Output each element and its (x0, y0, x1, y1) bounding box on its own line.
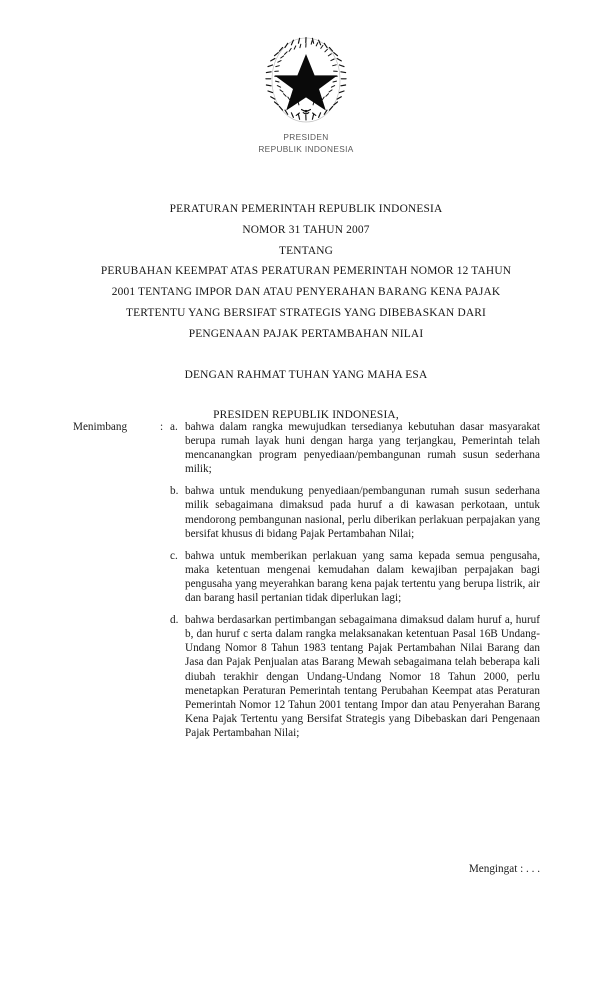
emblem-caption (0, 132, 612, 155)
title-line-subject-2: 2001 TENTANG IMPOR DAN ATAU PENYERAHAN BARANG KENA PAJAK (111, 286, 501, 299)
considerations-row (0, 420, 612, 740)
considerations-section (0, 420, 612, 740)
consideration-text-a: bahwa dalam rangka mewujudkan tersedianya kebutuhan dasar masyarakat berupa rumah layak huni dengan harga yang terjangkau, Pemerintah telah mencanangkan program penyediaan/pembangunan rumah susun sederhana milik; (185, 421, 540, 476)
star-shape (275, 54, 338, 111)
document-emblem-block (0, 34, 612, 155)
consideration-text-b: bahwa untuk mendukung penyediaan/pembangunan rumah susun sederhana milik sebagaimana dimaksud pada huruf a di kawasan perkotaan, untuk mendorong pembangunan nasional, perlu diberikan perlakuan perpajakan yang bersifat khusus di bidang Pajak Pertambahan Nilai; (185, 485, 540, 540)
title-line-subject-4: PENGENAAN PAJAK PERTAMBAHAN NILAI (188, 327, 424, 340)
title-spacer-2 (56, 385, 556, 405)
consideration-item-c (170, 549, 540, 605)
considerations-colon: : (160, 421, 164, 433)
emblem-caption-line-1: PRESIDEN (283, 132, 329, 142)
consideration-item-a (170, 420, 540, 476)
title-line-tentang: TENTANG (278, 244, 334, 257)
title-spacer-1 (56, 345, 556, 365)
consideration-text-d: bahwa berdasarkan pertimbangan sebagaimana dimaksud dalam huruf a, huruf b, dan huruf c serta dalam rangka melaksanakan ketentuan Pasal 16B Undang-Undang Nomor 8 Tahun 1983 tentang Pajak Pertambahan Nilai Barang dan Jasa dan Pajak Penjualan atas Barang Mewah sebagaimana telah beberapa kali diubah terakhir dengan Undang-Undang Nomor 18 Tahun 2000, perlu menetapkan Peraturan Pemerintah tentang Perubahan Keempat atas Peraturan Pemerintah Nomor 12 Tahun 2001 tentang Impor dan atau Penyerahan Barang Kena Pajak Tertentu yang Bersifat Strategis yang Dibebaskan dari Pengenaan Pajak Pertambahan Nilai; (185, 614, 540, 739)
consideration-marker-a: a. (170, 421, 178, 433)
title-line-issuer: PRESIDEN REPUBLIK INDONESIA, (213, 409, 399, 422)
title-line-regulation-type: PERATURAN PEMERINTAH REPUBLIK INDONESIA (169, 203, 443, 215)
title-line-subject-3: TERTENTU YANG BERSIFAT STRATEGIS YANG DIBEBASKAN DARI (125, 306, 487, 319)
consideration-marker-b: b. (170, 485, 179, 498)
title-line-subject-1: PERUBAHAN KEEMPAT ATAS PERATURAN PEMERINTAH NOMOR 12 TAHUN (100, 265, 512, 278)
considerations-list (0, 420, 612, 740)
consideration-marker-d: d. (170, 614, 179, 627)
considerations-label: Menimbang (73, 421, 128, 433)
indonesian-presidential-star-wreath-icon (263, 34, 349, 126)
consideration-marker-c: c. (170, 549, 178, 562)
consideration-item-b (170, 484, 540, 540)
document-title-block (56, 199, 556, 426)
consideration-text-c: bahwa untuk memberikan perlakuan yang sama kepada semua pengusaha, maka ketentuan mengenai kemudahan dalam kewajiban perpajakan bagi pengusaha yang meyerahkan barang kena pajak tertentu yang berupa listrik, air dan barang hasil pertanian tidak diperlukan lagi; (185, 549, 540, 605)
consideration-item-d (170, 613, 540, 740)
title-line-invocation: DENGAN RAHMAT TUHAN YANG MAHA ESA (184, 368, 428, 381)
title-line-number-year: NOMOR 31 TAHUN 2007 (242, 223, 370, 236)
page-continuation-marker: Mengingat : . . . (468, 863, 540, 875)
emblem-caption-line-2: REPUBLIK INDONESIA (258, 143, 354, 154)
